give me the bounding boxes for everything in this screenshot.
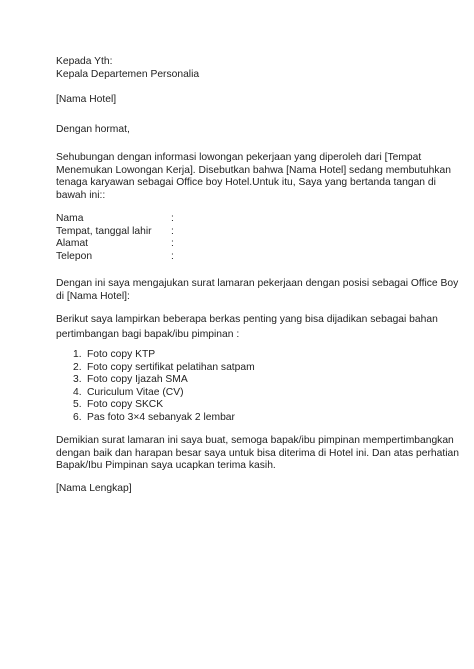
- intro-line: Menemukan Lowongan Kerja]. Disebutkan bahwa [Nama Hotel] sedang membutuhkan: [56, 164, 451, 176]
- closing-line: Demikian surat lamaran ini saya buat, semoga bapak/ibu pimpinan mempertimbangkan: [56, 435, 454, 446]
- attachments-intro-line: pertimbangan bagi bapak/ibu pimpinan :: [56, 329, 240, 340]
- application-paragraph: [56, 278, 459, 303]
- field-label: Telepon: [56, 250, 93, 262]
- attachments-intro-line: Berikut saya lampirkan beberapa berkas penting yang bisa dijadikan sebagai bahan: [56, 314, 438, 325]
- attachments-intro: [56, 312, 438, 342]
- field-label: Alamat: [56, 238, 89, 250]
- intro-line: bawah ini::: [56, 189, 106, 201]
- list-text: Foto copy sertifikat pelatihan satpam: [87, 361, 255, 373]
- recipient-block: [56, 56, 426, 81]
- recipient-title: Kepala Departemen Personalia: [56, 68, 200, 80]
- hotel-name-block: [56, 94, 426, 107]
- closing-line: Bapak/Ibu Pimpinan saya ucapkan terima kasih.: [56, 460, 276, 472]
- greeting-block: [56, 124, 426, 137]
- field-label: Tempat, tanggal lahir: [56, 225, 152, 237]
- field-colon: :: [171, 213, 174, 224]
- field-row-tempat-tanggal-lahir: [56, 226, 426, 239]
- application-line: di [Nama Hotel]:: [56, 290, 130, 302]
- field-row-alamat: [56, 238, 426, 251]
- field-row-telepon: [56, 251, 426, 264]
- closing-paragraph: [56, 435, 459, 473]
- list-number: 1.: [73, 349, 82, 360]
- list-text: Foto copy SKCK: [87, 399, 164, 411]
- hotel-name: [Nama Hotel]: [56, 94, 117, 105]
- greeting: Dengan hormat,: [56, 124, 130, 135]
- intro-line: tenaga karyawan sebagai Office boy Hotel.Untuk itu, Saya yang bertanda tangan di: [56, 177, 436, 189]
- application-line: Dengan ini saya mengajukan surat lamaran pekerjaan dengan posisi sebagai Office Boy: [56, 278, 459, 289]
- closing-line: dengan baik dan harapan besar saya untuk bisa diterima di Hotel ini. Dan atas perhatian: [56, 447, 459, 459]
- list-text: Foto copy KTP: [87, 349, 156, 360]
- intro-paragraph: [56, 152, 451, 202]
- list-number: 6.: [73, 411, 82, 423]
- intro-line: Sehubungan dengan informasi lowongan pekerjaan yang diperoleh dari [Tempat: [56, 152, 422, 163]
- recipient-line: Kepada Yth:: [56, 56, 113, 67]
- list-number: 5.: [73, 399, 82, 411]
- field-row-nama: [56, 213, 426, 226]
- list-number: 4.: [73, 386, 82, 398]
- field-colon: :: [171, 238, 174, 250]
- list-number: 2.: [73, 361, 82, 373]
- signature-name: [Nama Lengkap]: [56, 483, 132, 494]
- list-text: Pas foto 3×4 sebanyak 2 lembar: [87, 411, 235, 423]
- signature-block: [56, 483, 426, 496]
- personal-fields: [56, 213, 426, 263]
- field-colon: :: [171, 250, 174, 262]
- list-text: Curiculum Vitae (CV): [87, 386, 184, 398]
- field-colon: :: [171, 225, 174, 237]
- field-label: Nama: [56, 213, 84, 224]
- list-number: 3.: [73, 374, 82, 386]
- list-text: Foto copy Ijazah SMA: [87, 374, 188, 386]
